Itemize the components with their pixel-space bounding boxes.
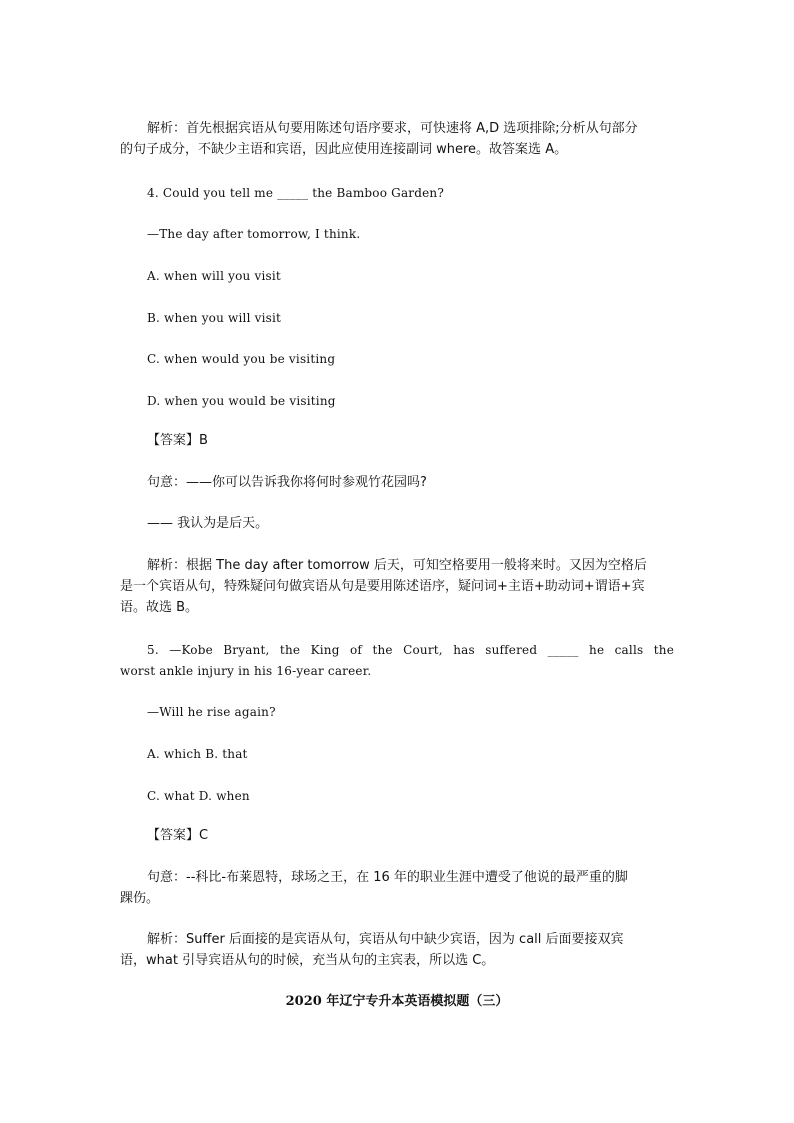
q4-option-a: A. when will you visit [147,269,281,283]
q4-answer: 【答案】B [147,433,208,448]
q4-analysis-line-3: 语。故选 B。 [120,600,199,615]
q4-question: 4. Could you tell me _____ the Bamboo Garden? [147,186,444,200]
q3-analysis-line-2: 的句子成分，不缺少主语和宾语，因此应使用连接副词 where。故答案选 A。 [120,142,568,157]
q4-option-c: C. when would you be visiting [147,352,336,366]
q5-options-row-2: C. what D. when [147,789,250,803]
q5-reply: —Will he rise again? [147,705,276,719]
q4-analysis-line-1: 解析：根据 The day after tomorrow 后天，可知空格要用一般将来时。又因为空格后 [147,558,647,573]
q4-option-d: D. when you would be visiting [147,394,336,408]
q5-analysis-line-2: 语，what 引导宾语从句的时候，充当从句的主宾表，所以选 C。 [120,953,495,968]
q4-option-b: B. when you will visit [147,311,282,325]
q5-meaning-line-2: 踝伤。 [120,891,160,906]
q5-answer: 【答案】C [147,828,209,843]
q4-meaning-1: 句意：——你可以告诉我你将何时参观竹花园吗? [147,475,427,490]
section-title: 2020 年辽宁专升本英语模拟题（三） [285,994,509,1009]
q3-analysis-line-1: 解析：首先根据宾语从句要用陈述句语序要求，可快速将 A,D 选项排除;分析从句部分 [147,121,638,136]
q5-options-row-1: A. which B. that [147,747,248,761]
q4-analysis-line-2: 是一个宾语从句，特殊疑问句做宾语从句是要用陈述语序，疑问词+主语+助动词+谓语+宾 [120,579,645,594]
q4-reply: —The day after tomorrow, I think. [147,227,361,241]
q5-question-line-2: worst ankle injury in his 16-year career. [120,664,372,678]
q4-meaning-2: —— 我认为是后天。 [147,516,269,531]
q5-meaning-line-1: 句意：--科比-布莱恩特，球场之王，在 16 年的职业生涯中遭受了他说的最严重的脚 [147,870,628,885]
q5-analysis-line-1: 解析：Suffer 后面接的是宾语从句，宾语从句中缺少宾语，因为 call 后面要接双宾 [147,932,624,947]
q5-question-line-1: 5. —Kobe Bryant, the King of the Court, has suffered _____ he calls the [147,643,674,657]
